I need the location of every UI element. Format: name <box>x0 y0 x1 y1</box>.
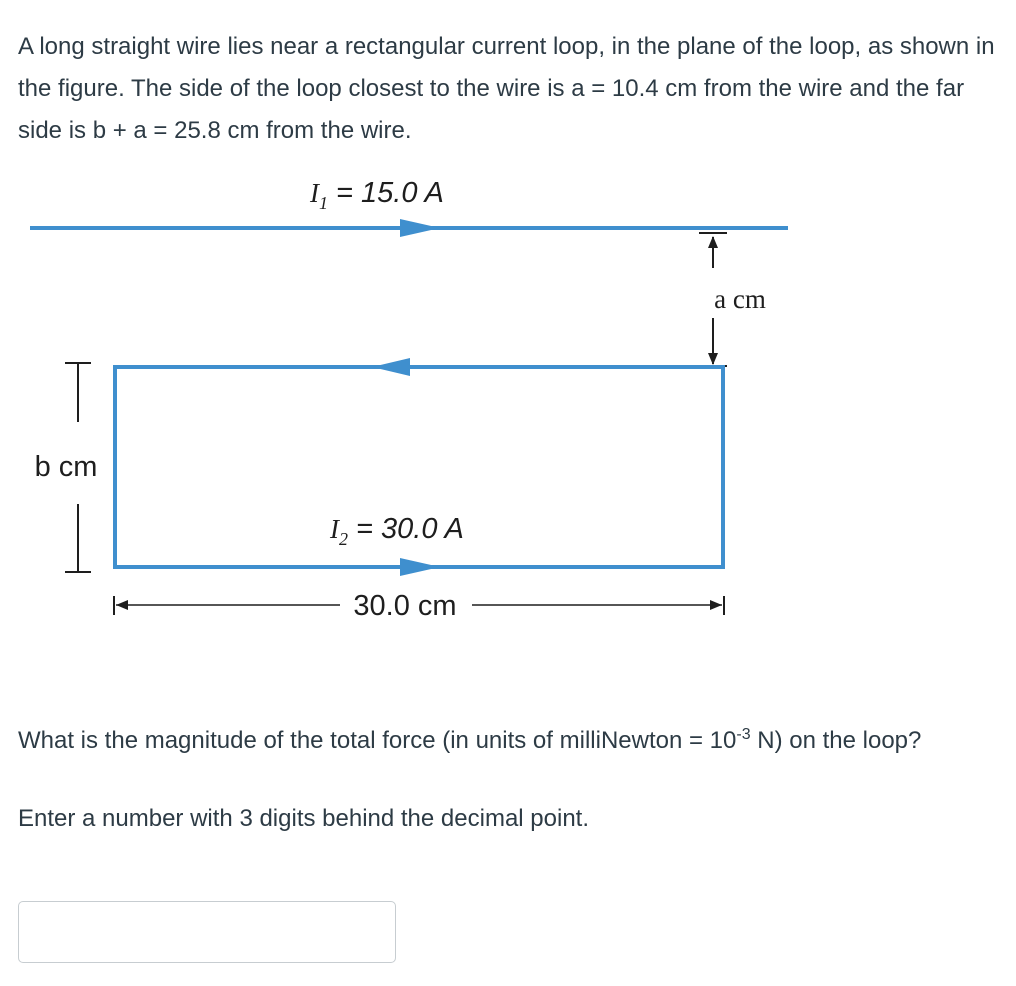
question-text-main: What is the magnitude of the total force (in units of milliNewton = 10 <box>18 727 737 754</box>
a-dimension-up-arrow <box>708 236 718 248</box>
a-dimension-down-arrow <box>708 353 718 365</box>
current-i2-label: $I_2 = 30.0$ A <box>330 513 464 549</box>
wire-current-arrow <box>400 219 440 237</box>
wire-loop-figure <box>0 160 800 640</box>
problem-statement: A long straight wire lies near a rectangular current loop, in the plane of the loop, as shown in the figure. The side of the loop closest to the wire is a = 10.4 cm from the wire and the far side is b + a = 25.8 cm from the wire. <box>18 33 995 144</box>
question-text <box>18 714 1014 762</box>
current-i1-label: $I_1 = 15.0$ A <box>310 177 444 213</box>
instruction-text: Enter a number with 3 digits behind the decimal point. <box>18 805 589 832</box>
question-text-end: N) on the loop? <box>750 727 922 754</box>
loop-bottom-current-arrow <box>400 558 440 576</box>
b-distance-label: b cm <box>34 451 98 483</box>
exponent: -3 <box>736 726 751 743</box>
answer-input[interactable] <box>18 901 396 963</box>
width-dimension-right-arrow <box>710 600 722 610</box>
loop-width-label: 30.0 cm <box>353 590 457 622</box>
a-distance-label: a cm <box>714 284 766 314</box>
loop-top-current-arrow <box>372 358 410 376</box>
